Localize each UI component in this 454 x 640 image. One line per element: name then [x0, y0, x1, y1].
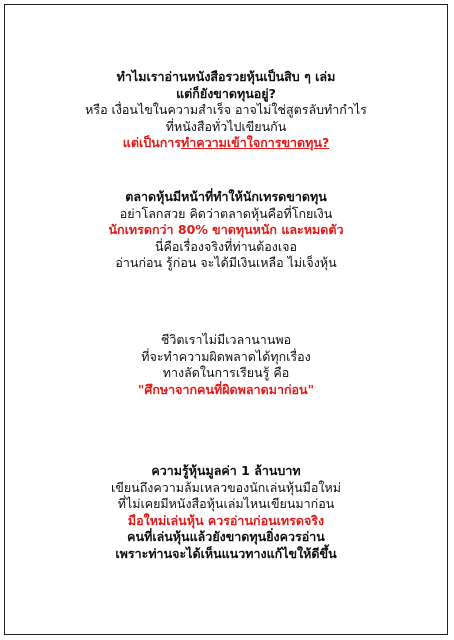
section-learn-from-mistakes — [5, 332, 447, 398]
section1-body-line1: หรือ เงื่อนไขในความสำเร็จ อาจไม่ใช่สูตรลับทำกำไร — [85, 102, 367, 117]
section2-body-line3: อ่านก่อน รู้ก่อน จะได้มีเงินเหลือ ไม่เจ็งหุ้น — [115, 255, 337, 270]
section3-line1: ชีวิตเราไม่มีเวลานานพอ — [160, 332, 292, 347]
section4-title: ความรู้หุ้นมูลค่า 1 ล้านบาท — [151, 463, 301, 478]
section2-body-line1: อย่าโลกสวย คิดว่าตลาดหุ้นคือที่โกยเงิน — [119, 205, 333, 221]
document-page — [4, 4, 448, 635]
section1-title-line1: ทำไมเราอ่านหนังสือรวยหุ้นเป็นสิบ ๆ เล่ม — [116, 69, 336, 84]
section2-body-line2: นี่คือเรื่องจริงที่ท่านต้องเจอ — [154, 238, 298, 254]
section-million-baht-knowledge — [5, 463, 447, 562]
section4-bold-line2: เพราะท่านจะได้เห็นแนวทางแก้ไขให้ดีขึ้น — [115, 545, 337, 561]
section2-highlight: นักเทรดกว่า 80% ขาดทุนหนัก และหมดตัว — [108, 222, 344, 237]
section1-body-line2: ที่หนังสือทั่วไปเขียนกัน — [165, 118, 287, 134]
section3-line3: ทางลัดในการเรียนรู้ คือ — [162, 365, 290, 380]
section3-line2: ที่จะทำความผิดพลาดได้ทุกเรื่อง — [141, 348, 311, 364]
section-why-losing — [5, 69, 447, 152]
section1-highlight-underlined: ทำความเข้าใจการขาดทุน? — [181, 135, 330, 150]
section4-body-line1: เขียนถึงความล้มเหลวของนักเล่นหุ้นมือใหม่ — [111, 479, 341, 495]
section2-title: ตลาดหุ้นมีหน้าที่ทำให้นักเทรดขาดทุน — [125, 189, 327, 204]
section4-body-line2: ที่ไม่เคยมีหนังสือหุ้นเล่มไหนเขียนมาก่อน — [117, 496, 335, 511]
section-market-role — [5, 189, 447, 272]
section1-highlight-prefix: แต่เป็นการ — [122, 135, 182, 150]
section1-highlight — [5, 135, 447, 152]
section3-highlight: "ศึกษาจากคนที่ผิดพลาดมาก่อน" — [137, 381, 315, 397]
section4-highlight: มือใหม่เล่นหุ้น ควรอ่านก่อนเทรดจริง — [127, 512, 325, 528]
section4-bold-line1: คนที่เล่นหุ้นแล้วยังขาดทุนยิ่งควรอ่าน — [127, 529, 325, 544]
section1-title-line2: แต่ก็ยังขาดทุนอยู่? — [176, 85, 276, 101]
